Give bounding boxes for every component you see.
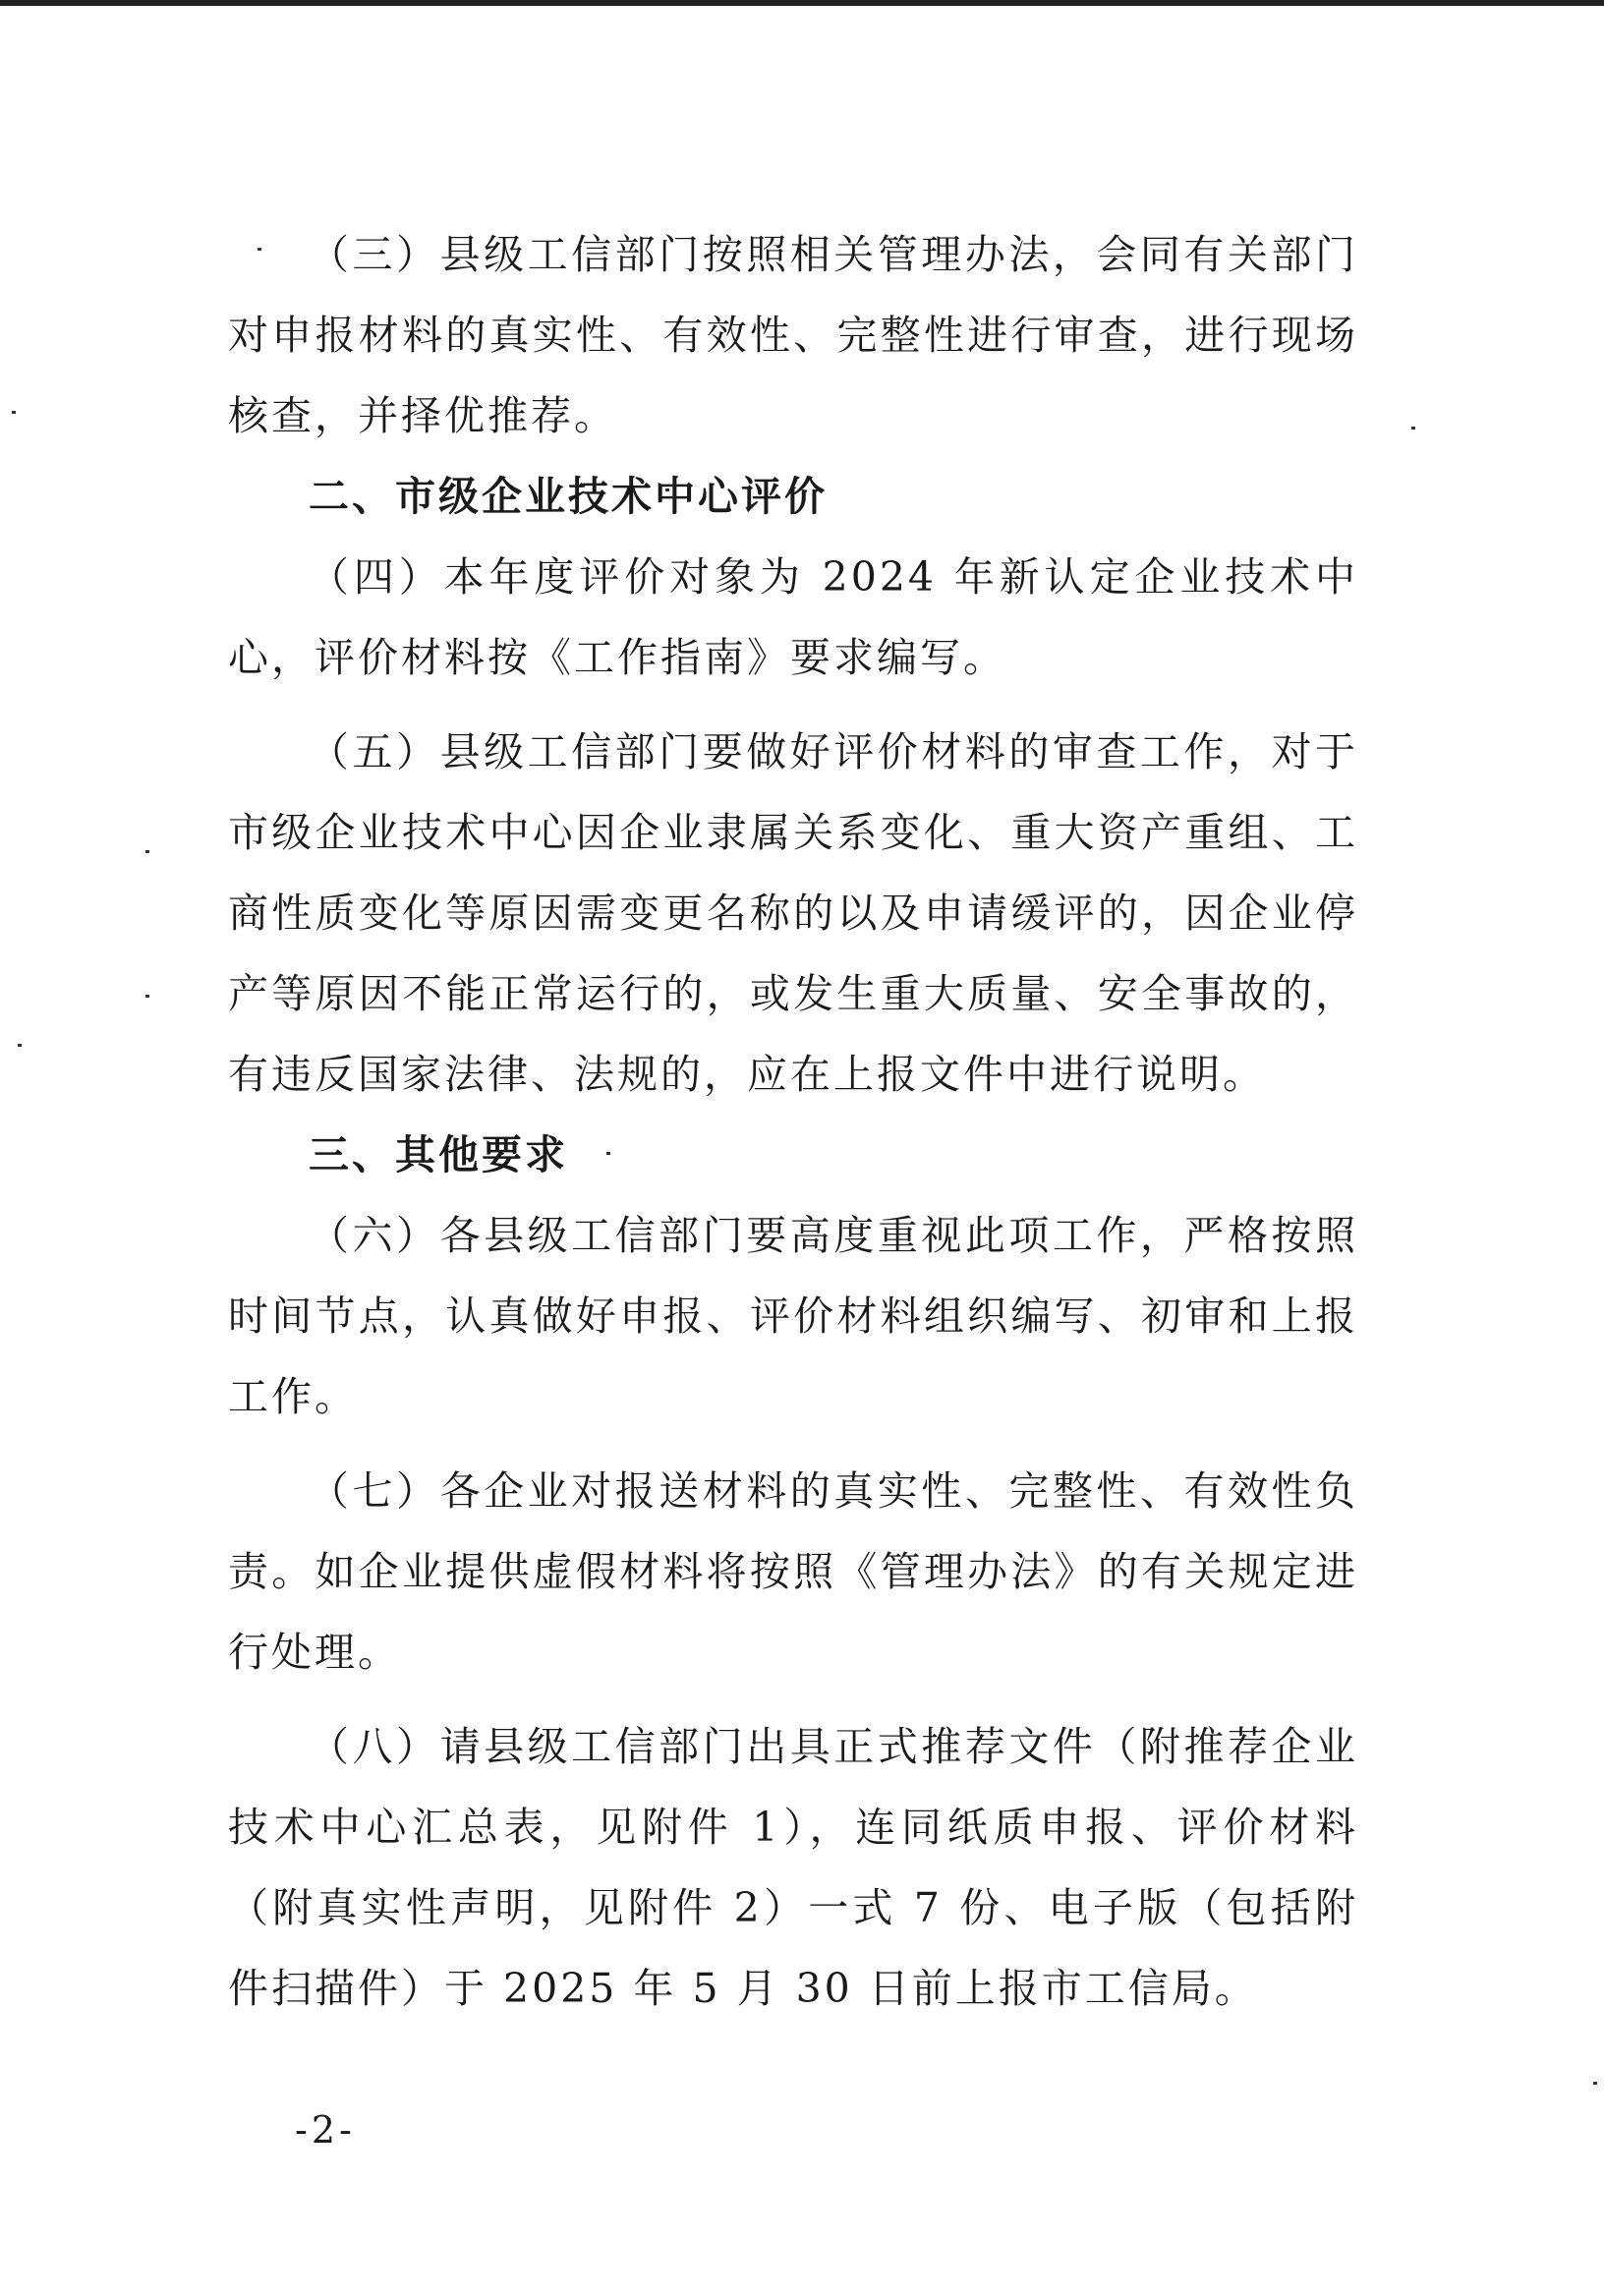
scan-speck — [145, 850, 149, 853]
paragraph-4: （四）本年度评价对象为 2024 年新认定企业技术中心，评价材料按《工作指南》要求编写。 — [228, 553, 1358, 681]
scan-speck — [12, 411, 16, 414]
paragraph-5: （五）县级工信部门要做好评价材料的审查工作，对于市级企业技术中心因企业隶属关系变化、重大资产重组、工商性质变化等原因需变更名称的以及申请缓评的，因企业停产等原因不能正常运行的，或发生重大质量、安全事故的，有违反国家法律、法规的，应在上报文件中进行说明。 — [228, 728, 1358, 1098]
paragraph-3: （三）县级工信部门按照相关管理办法，会同有关部门对申报材料的真实性、有效性、完整性进行审查，进行现场核查，并择优推荐。 — [228, 231, 1358, 439]
scan-speck — [1593, 2082, 1597, 2085]
top-border-line — [0, 0, 1604, 6]
paragraph-8: （八）请县级工信部门出具正式推荐文件（附推荐企业技术中心汇总表，见附件 1），连同纸质申报、评价材料（附真实性声明，见附件 2）一式 7 份、电子版（包括附件扫描件）于 2025 年 5 月 30 日前上报市工信局。 — [228, 1723, 1358, 2012]
scan-speck — [18, 1044, 22, 1047]
page-number: -2- — [295, 2108, 356, 2152]
scan-speck — [1411, 427, 1415, 430]
section-heading-3: 三、其他要求 — [309, 1131, 568, 1178]
paragraph-6: （六）各县级工信部门要高度重视此项工作，严格按照时间节点，认真做好申报、评价材料组织编写、初审和上报工作。 — [228, 1212, 1358, 1420]
document-body — [228, 214, 1358, 2029]
paragraph-7: （七）各企业对报送材料的真实性、完整性、有效性负责。如企业提供虚假材料将按照《管理办法》的有关规定进行处理。 — [228, 1467, 1358, 1676]
scan-speck — [145, 995, 149, 998]
section-heading-2: 二、市级企业技术中心评价 — [309, 473, 828, 520]
